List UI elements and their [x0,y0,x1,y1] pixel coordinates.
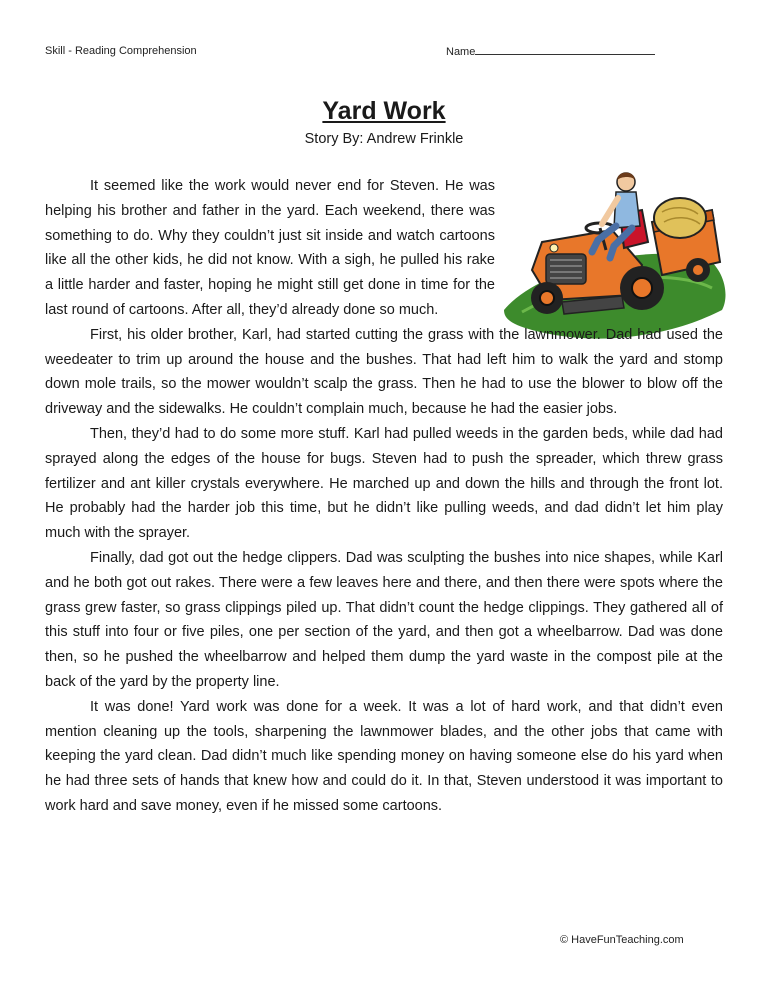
story-paragraph: Then, they’d had to do some more stuff. Karl had pulled weeds in the garden beds, while dad had sprayed along the edges of the house for bugs. Steven had to push the spreader, which threw grass fertilizer and ant killer crystals everywhere. He marched up and down the hills and through the front lot. He probably had the harder job this time, but he didn’t like pulling weeds, and dad didn’t let him play much with the sprayer. [45,425,723,542]
name-label: Name [446,46,476,58]
story-paragraph: Finally, dad got out the hedge clippers. Dad was sculpting the bushes into nice shapes, while Karl and he both got out rakes. There were a few leaves here and there, and then there were spots where the grass grew faster, so grass clippings piled up. That didn’t count the hedge clippings. They gathered all of this stuff into four or five piles, one per section of the yard, and then got a wheelbarrow. Dad was done then, so he pushed the wheelbarrow and helped them dump the yard waste in the compost pile at the back of the yard by the property line. [45,549,723,690]
name-blank-line [475,45,655,55]
story-paragraph: It was done! Yard work was done for a week. It was a lot of hard work, and that didn’t even mention cleaning up the tools, sharpening the lawnmower blades, and the other jobs that came with keeping the yard clean. Dad didn’t much like spending money on having someone else do his yard when he had three sets of hands that knew how and could do it. In that, Steven understood it was important to work hard and save money, even if he missed some cartoons. [45,698,723,814]
title-block [0,96,768,147]
story-paragraph: It seemed like the work would never end for Steven. He was helping his brother and father in the yard. Each weekend, there was something to do. Why they couldn’t just sit inside and watch cartoons like all the other kids, he did not know. With a sigh, he pulled his rake a little harder and faster, hoping he might still get done in time for the last round of cartoons. After all, they’d already done so much. [45,178,495,318]
name-field [446,45,655,58]
story-paragraph: First, his older brother, Karl, had started cutting the grass with the lawnmower. Dad had used the weedeater to trim up around the house and the bushes. That had left him to walk the yard and stomp down mole trails, so the mower wouldn’t scalp the grass. Then he had to use the blower to blow off the driveway and the sidewalks. He couldn’t complain much, because he had the easier jobs. [45,326,723,418]
copyright-footer: © HaveFunTeaching.com [560,934,684,946]
story-title: Yard Work [322,97,446,125]
story-byline: Story By: Andrew Frinkle [304,131,464,147]
skill-label: Skill - Reading Comprehension [45,45,197,57]
story-text [45,174,723,819]
